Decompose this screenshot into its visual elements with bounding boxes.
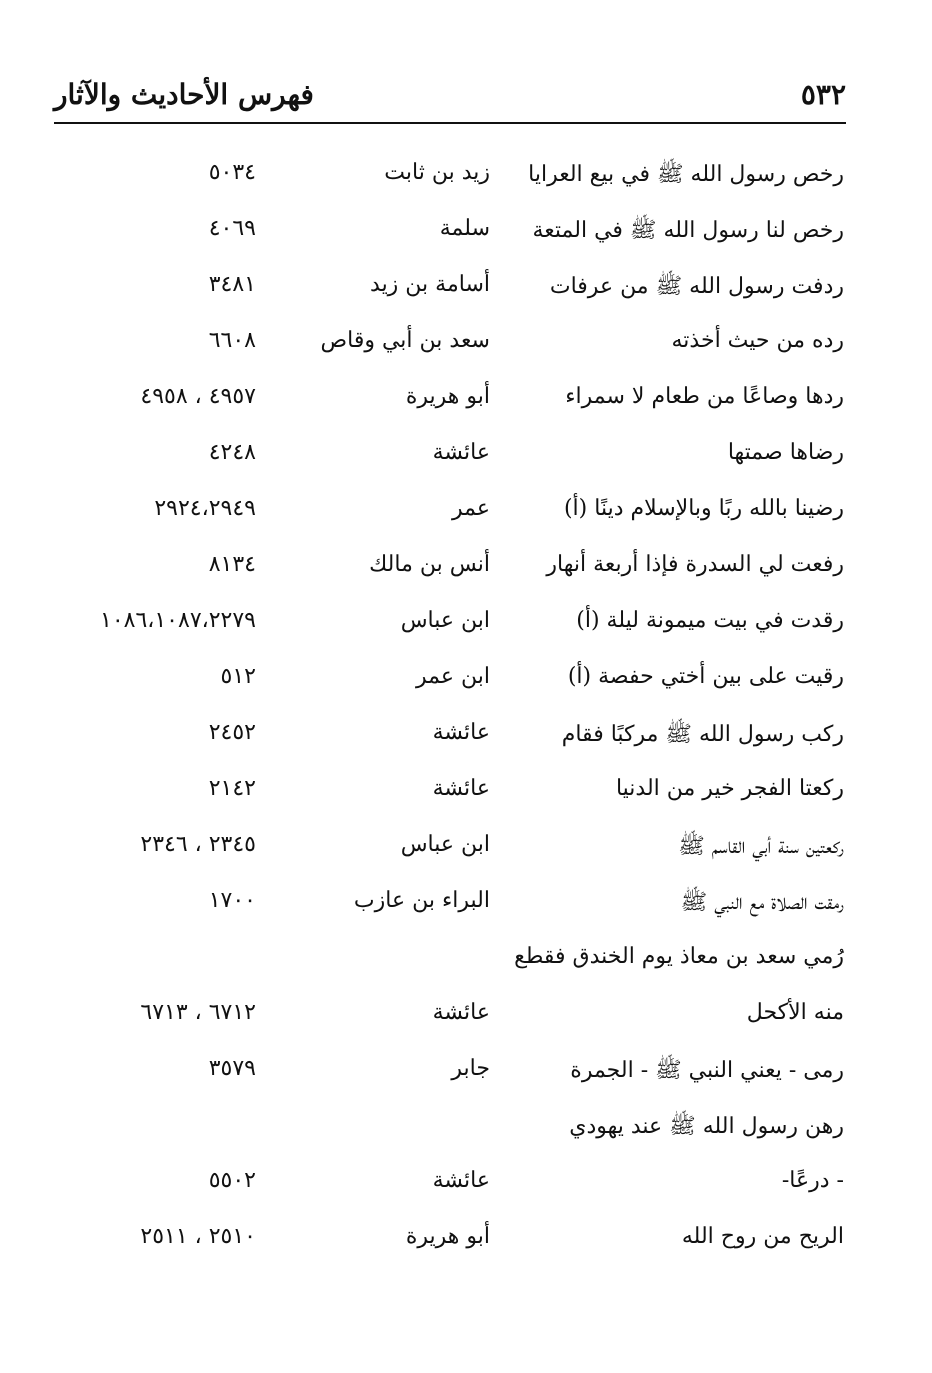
index-entry	[0, 260, 932, 316]
hadith-text: - درعًا-	[781, 1168, 844, 1193]
hadith-text: رفعت لي السدرة فإذا أربعة أنهار	[546, 552, 844, 577]
index-entry	[0, 596, 932, 652]
narrator: عائشة	[432, 720, 490, 745]
narrator: عائشة	[432, 1000, 490, 1025]
hadith-numbers: ٣٤٨١	[208, 272, 256, 297]
narrator: ابن عباس	[400, 832, 490, 857]
hadith-text: ركعتين سنة أبي القاسم ﷺ	[678, 834, 844, 859]
hadith-text: ركعتا الفجر خير من الدنيا	[615, 776, 844, 801]
index-entry	[0, 988, 932, 1044]
narrator: البراء بن عازب	[353, 888, 490, 913]
index-entries	[0, 148, 932, 1268]
narrator: أنس بن مالك	[369, 552, 490, 577]
narrator: عائشة	[432, 1168, 490, 1193]
hadith-text: رضاها صمتها	[727, 440, 844, 465]
hadith-numbers: ١٧٠٠	[208, 888, 256, 913]
index-entry	[0, 428, 932, 484]
narrator: زيد بن ثابت	[384, 160, 490, 185]
hadith-numbers: ٢١٤٢	[208, 776, 256, 801]
hadith-text: رمقت الصلاة مع النبي ﷺ	[680, 890, 844, 915]
hadith-numbers: ٤٠٦٩	[208, 216, 256, 241]
index-entry	[0, 540, 932, 596]
hadith-numbers: ٤٢٤٨	[208, 440, 256, 465]
hadith-text: ردها وصاعًا من طعام لا سمراء	[565, 384, 844, 409]
hadith-text: رقيت على بين أختي حفصة (أ)	[567, 664, 844, 689]
narrator: أبو هريرة	[405, 1224, 490, 1249]
hadith-text: ركب رسول الله ﷺ مركبًا فقام	[561, 722, 844, 747]
index-entry	[0, 932, 932, 988]
index-entry	[0, 764, 932, 820]
narrator: سعد بن أبي وقاص	[320, 328, 490, 353]
index-entry	[0, 820, 932, 876]
hadith-numbers: ٨١٣٤	[208, 552, 256, 577]
page-header	[54, 70, 846, 124]
hadith-text: رهن رسول الله ﷺ عند يهودي	[569, 1114, 844, 1139]
hadith-text: الريح من روح الله	[681, 1224, 844, 1249]
index-entry	[0, 204, 932, 260]
narrator: عائشة	[432, 440, 490, 465]
narrator: ابن عباس	[400, 608, 490, 633]
hadith-text: رده من حيث أخذته	[671, 328, 844, 353]
index-entry	[0, 1212, 932, 1268]
hadith-text: رخص رسول الله ﷺ في بيع العرايا	[528, 162, 844, 187]
hadith-numbers: ٥١٢	[220, 664, 256, 689]
hadith-numbers: ٦٦٠٨	[208, 328, 256, 353]
hadith-numbers: ٢٥١٠ ، ٢٥١١	[140, 1224, 256, 1249]
page-title: فهرس الأحاديث والآثار	[54, 78, 314, 111]
index-entry	[0, 1156, 932, 1212]
hadith-text: رخص لنا رسول الله ﷺ في المتعة	[532, 218, 844, 243]
index-entry	[0, 1044, 932, 1100]
hadith-numbers: ٢٩٢٤،٢٩٤٩	[154, 496, 256, 521]
hadith-text: رضينا بالله ربًا وبالإسلام دينًا (أ)	[563, 496, 844, 521]
narrator: أسامة بن زيد	[370, 272, 490, 297]
hadith-text: رمى - يعني النبي ﷺ - الجمرة	[570, 1058, 844, 1083]
index-entry	[0, 316, 932, 372]
index-entry	[0, 372, 932, 428]
hadith-numbers: ٥٠٣٤	[208, 160, 256, 185]
narrator: عمر	[452, 496, 490, 521]
page-number: ٥٣٢	[800, 78, 846, 111]
hadith-text: منه الأكحل	[746, 1000, 844, 1025]
hadith-numbers: ٤٩٥٧ ، ٤٩٥٨	[140, 384, 256, 409]
hadith-numbers: ٥٥٠٢	[208, 1168, 256, 1193]
index-entry	[0, 876, 932, 932]
hadith-text: رُمي سعد بن معاذ يوم الخندق فقطع	[514, 944, 844, 969]
index-entry	[0, 484, 932, 540]
narrator: سلمة	[439, 216, 490, 241]
narrator: عائشة	[432, 776, 490, 801]
narrator: ابن عمر	[416, 664, 490, 689]
hadith-numbers: ٦٧١٢ ، ٦٧١٣	[140, 1000, 256, 1025]
hadith-numbers: ١٠٨٦،١٠٨٧،٢٢٧٩	[100, 608, 256, 633]
hadith-text: رقدت في بيت ميمونة ليلة (أ)	[576, 608, 844, 633]
hadith-text: ردفت رسول الله ﷺ من عرفات	[549, 274, 844, 299]
hadith-numbers: ٢٤٥٢	[208, 720, 256, 745]
index-entry	[0, 148, 932, 204]
narrator: جابر	[451, 1056, 490, 1081]
narrator: أبو هريرة	[405, 384, 490, 409]
hadith-numbers: ٣٥٧٩	[208, 1056, 256, 1081]
index-entry	[0, 708, 932, 764]
hadith-numbers: ٢٣٤٥ ، ٢٣٤٦	[140, 832, 256, 857]
index-entry	[0, 1100, 932, 1156]
index-entry	[0, 652, 932, 708]
